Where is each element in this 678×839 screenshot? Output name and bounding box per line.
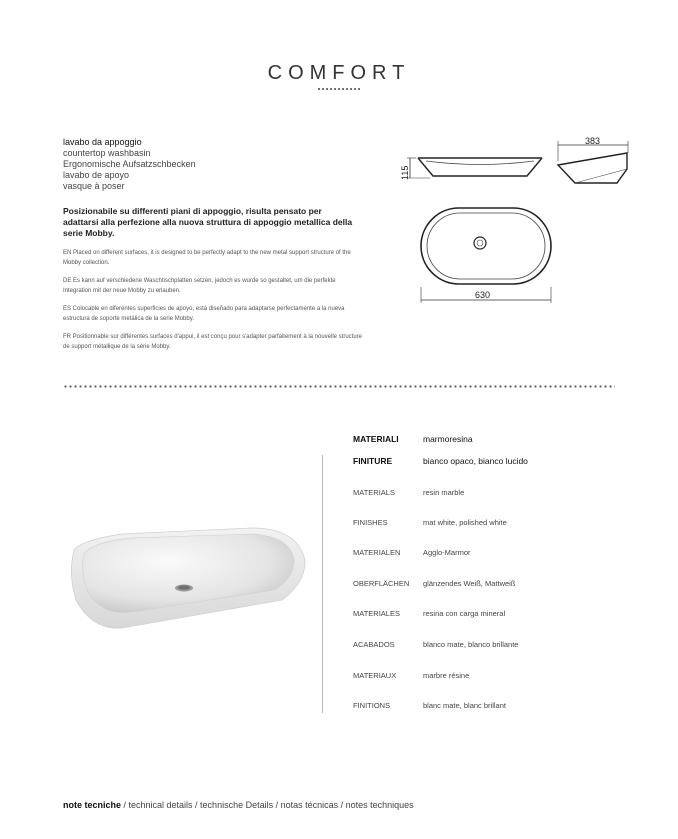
material-key: MATERIALI xyxy=(353,434,399,444)
material-key: FINITIONS xyxy=(353,701,391,710)
material-key: OBERFLÄCHEN xyxy=(353,579,410,588)
material-key: MATERIAUX xyxy=(353,671,397,680)
product-names xyxy=(63,137,196,192)
title-underline-dots xyxy=(317,88,361,90)
material-value: marmoresina xyxy=(423,434,473,444)
width-dimension: 630 xyxy=(475,290,491,300)
product-name-en: countertop washbasin xyxy=(63,148,151,158)
material-key: MATERIALEN xyxy=(353,548,401,557)
page-title: COMFORT xyxy=(267,62,411,84)
footer-bold: note tecniche xyxy=(63,800,122,810)
description-es: ES Colocable en diferentes superficies de apoyo, está diseñado para adaptarse perfectamente a la nueva estructura de soporte metálica de la serie Mobby. xyxy=(63,306,345,322)
material-value: resina con carga mineral xyxy=(423,609,506,618)
material-value: mat white, polished white xyxy=(423,518,507,527)
washbasin-rendering xyxy=(62,520,312,640)
height-dimension: 115 xyxy=(400,165,410,180)
section-separator xyxy=(63,385,615,388)
product-name-fr: vasque à poser xyxy=(63,181,125,191)
top-view-drawing xyxy=(413,205,563,305)
side-view-drawing xyxy=(400,150,560,190)
description-en: EN Placed on different surfaces, it is designed to be perfectly adapt to the new metal support structure of the Mobby collection. xyxy=(63,250,351,266)
material-value: Agglo-Marmor xyxy=(423,548,471,557)
material-value: blanco mate, blanco brillante xyxy=(423,640,519,649)
footer-rest: / technical details / technische Details / notas técnicas / notes techniques xyxy=(121,800,414,810)
description-de: DE Es kann auf verschiedene Waschtischplatten setzen, jedoch es wurde so gestaltet, um die perfekte Integration mit der neue Mobby zu erlauben. xyxy=(63,278,336,294)
material-value: blanc mate, blanc brillant xyxy=(423,701,506,710)
profile-view-drawing xyxy=(555,135,635,190)
material-value: resin marble xyxy=(423,488,465,497)
description-fr: FR Positionnable sur différentes surfaces d'appui, il est conçu pour s'adapter parfaitement à la nouvelle structure de support métallique de la série Mobby. xyxy=(63,334,363,350)
description-it: Posizionabile su differenti piani di appoggio, risulta pensato per adattarsi alla perfezione alla nuova struttura di appoggio metallica della serie Mobby. xyxy=(63,206,353,238)
material-key: MATERIALS xyxy=(353,488,395,497)
product-name-es: lavabo de apoyo xyxy=(63,170,130,180)
footer-technical-notes xyxy=(63,800,414,810)
material-value: bianco opaco, bianco lucido xyxy=(423,456,528,466)
material-value: glänzendes Weiß, Mattweiß xyxy=(423,579,516,588)
depth-dimension: 383 xyxy=(585,136,601,146)
materials-divider xyxy=(322,455,323,713)
material-key: ACABADOS xyxy=(353,640,395,649)
material-value: marbre résine xyxy=(423,671,470,680)
product-name-de: Ergonomische Aufsatzschbecken xyxy=(63,159,196,169)
material-key: FINITURE xyxy=(353,456,393,466)
material-key: FINISHES xyxy=(353,518,388,527)
product-name-it: lavabo da appoggio xyxy=(63,137,142,147)
material-key: MATERIALES xyxy=(353,609,400,618)
